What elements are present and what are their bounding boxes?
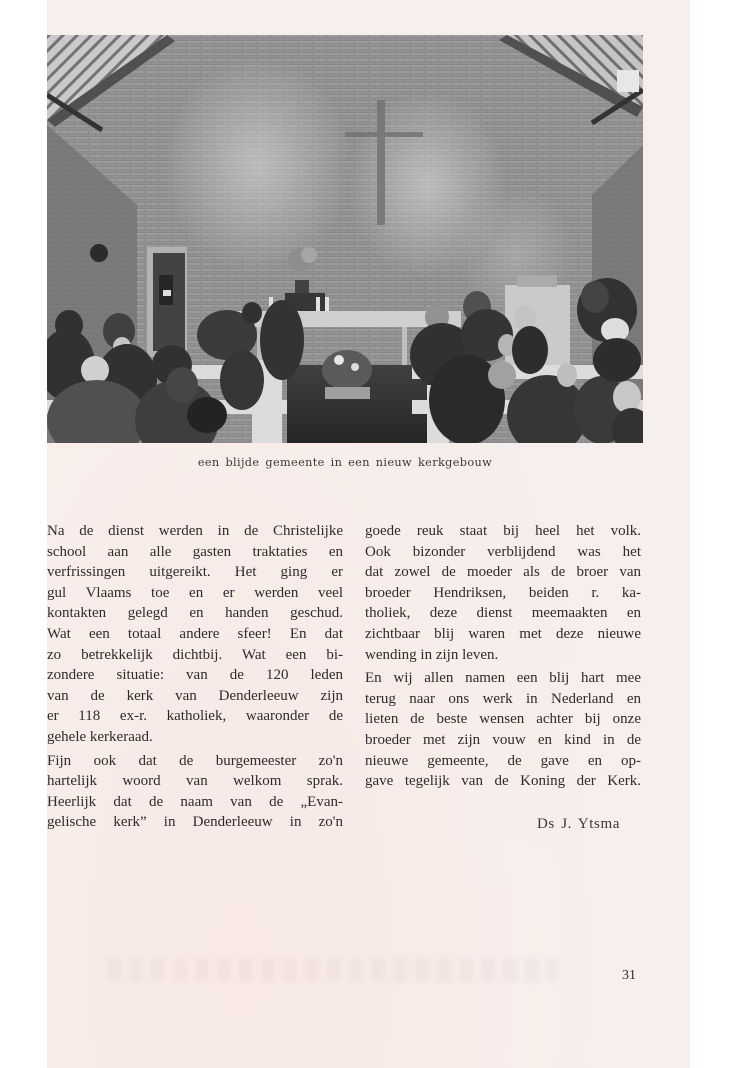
text-line: Ook bizonder verblijdend was het [365, 543, 641, 560]
text-line: dat zowel de moeder als de broer van [365, 564, 641, 581]
text-line: broeder Hendriksen, beiden r. ka- [365, 584, 641, 601]
text-line: En wij allen namen een blij hart mee [365, 670, 641, 687]
text-line: tholiek, deze dienst meemaakten en [365, 605, 641, 622]
text-line: Wat een totaal andere sfeer! En dat [47, 625, 343, 642]
text-line: van de kerk van Denderleeuw zijn [47, 687, 343, 704]
text-line: broeder met zijn vouw en kind in de [365, 731, 641, 748]
church-photograph [47, 35, 643, 443]
text-line: gelische kerk” in Denderleeuw in zo'n [47, 814, 343, 831]
text-line: er 118 ex-r. katholiek, waaronder de [47, 708, 343, 725]
text-line: zichtbaar blij waren met deze nieuwe [365, 625, 641, 642]
text-line: lieten de beste wensen achter bij onze [365, 711, 641, 728]
show-through-texture [107, 958, 557, 982]
photo-illustration [47, 35, 643, 443]
author-signature: Ds J. Ytsma [537, 816, 620, 832]
paragraph [365, 521, 641, 665]
paragraph [47, 751, 343, 833]
text-line: Fijn ook dat de burgemeester zo'n [47, 752, 343, 769]
photo-caption: een blijde gemeente in een nieuw kerkgebouw [197, 456, 493, 469]
paragraph [365, 668, 641, 792]
text-line: hartelijk woord van welkom sprak. [47, 773, 343, 790]
text-line: Heerlijk dat de naam van de „Evan- [47, 793, 343, 810]
text-line: terug naar ons werk in Nederland en [365, 690, 641, 707]
text-line: gave tegelijk van de Koning der Kerk. [365, 773, 641, 790]
text-line: wending in zijn leven. [365, 646, 499, 663]
page-number: 31 [622, 968, 636, 983]
paragraph [47, 521, 343, 748]
text-line: goede reuk staat bij heel het volk. [365, 523, 641, 539]
text-line: nieuwe gemeente, de gave en op- [365, 752, 641, 769]
text-line: zo betrekkelijk dichtbij. Wat een bi- [47, 646, 343, 663]
text-line: zondere situatie: van de 120 leden [47, 667, 343, 684]
text-line: Na de dienst werden in de Christelijke [47, 523, 343, 539]
text-line: gul Vlaams toe en er werden veel [47, 584, 343, 601]
text-line: school aan alle gasten traktaties en [47, 543, 343, 560]
right-column [365, 521, 641, 792]
text-line: verfrissingen uitgereikt. Het ging er [47, 564, 343, 581]
document-page [47, 0, 690, 1068]
left-column [47, 521, 343, 833]
text-line: gehele kerkeraad. [47, 728, 153, 745]
text-line: kontakten gelegd en handen geschud. [47, 605, 343, 622]
